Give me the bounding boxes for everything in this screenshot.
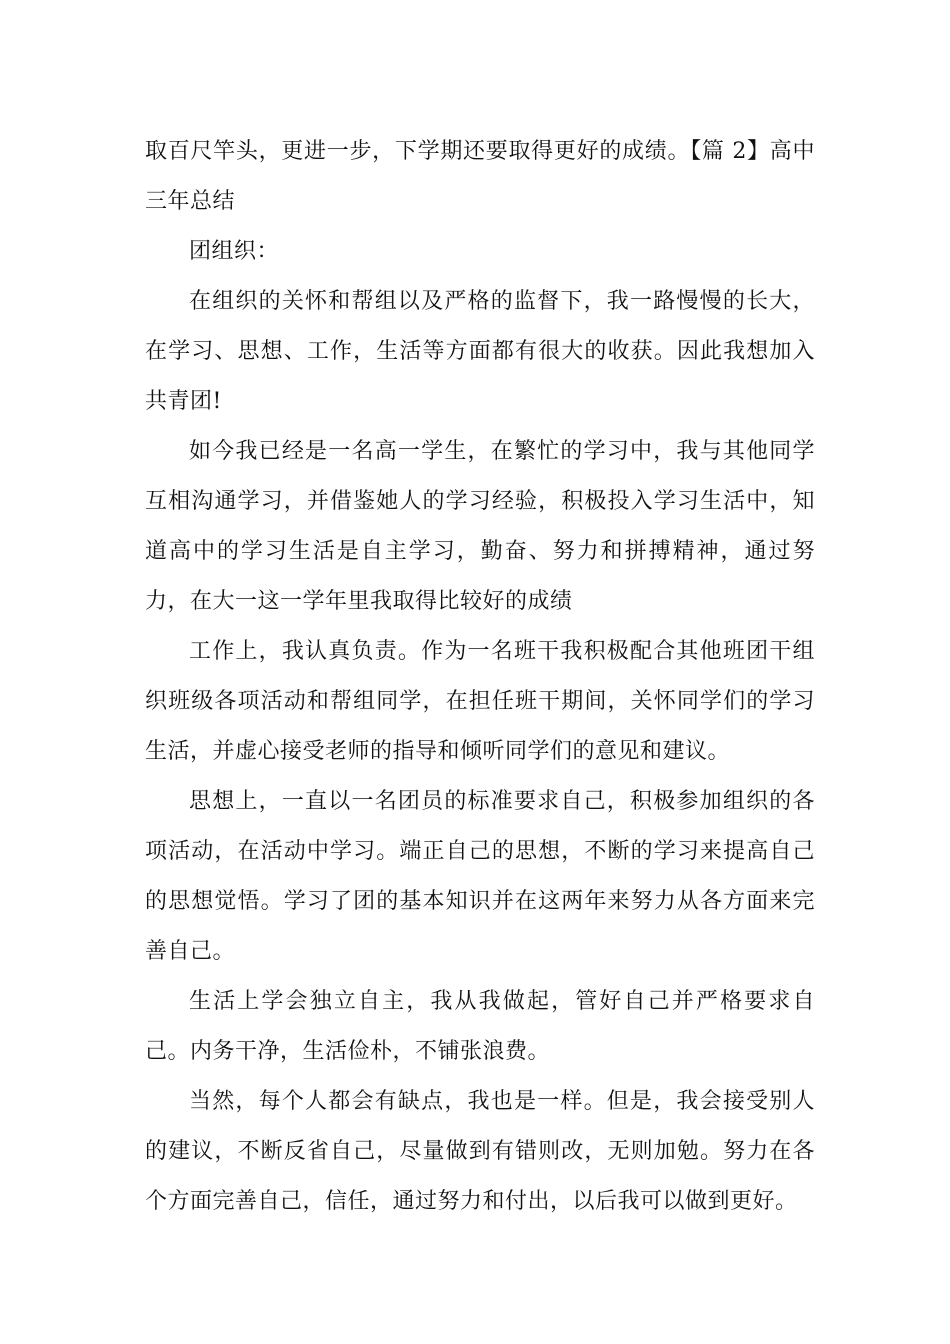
paragraph-continuation: 取百尺竿头，更进一步，下学期还要取得更好的成绩。【篇 2】高中三年总结	[145, 139, 815, 214]
paragraph-thought: 思想上，一直以一名团员的标准要求自己，积极参加组织的各项活动，在活动中学习。端正自己的思想，不断的学习来提高自己的思想觉悟。学习了团的基本知识并在这两年来努力从各方面来完善自己。	[145, 789, 815, 964]
paragraph-life: 生活上学会独立自主，我从我做起，管好自己并严格要求自己。内务干净，生活俭朴，不铺张浪费。	[145, 989, 815, 1064]
paragraph-salutation: 团组织：	[189, 239, 280, 264]
paragraph-work: 工作上，我认真负责。作为一名班干我积极配合其他班团干组织班级各项活动和帮组同学，在担任班干期间，关怀同学们的学习生活，并虚心接受老师的指导和倾听同学们的意见和建议。	[145, 639, 815, 764]
paragraph-study: 如今我已经是一名高一学生，在繁忙的学习中，我与其他同学互相沟通学习，并借鉴她人的学习经验，积极投入学习生活中，知道高中的学习生活是自主学习，勤奋、努力和拼搏精神，通过努力，在大一这一学年里我取得比较好的成绩	[145, 439, 815, 614]
paragraph-intro: 在组织的关怀和帮组以及严格的监督下，我一路慢慢的长大，在学习、思想、工作，生活等方面都有很大的收获。因此我想加入共青团!	[145, 289, 815, 414]
document-body	[145, 127, 815, 1227]
paragraph-conclusion: 当然，每个人都会有缺点，我也是一样。但是，我会接受别人的建议，不断反省自己，尽量做到有错则改，无则加勉。努力在各个方面完善自己，信任，通过努力和付出，以后我可以做到更好。	[145, 1089, 815, 1214]
